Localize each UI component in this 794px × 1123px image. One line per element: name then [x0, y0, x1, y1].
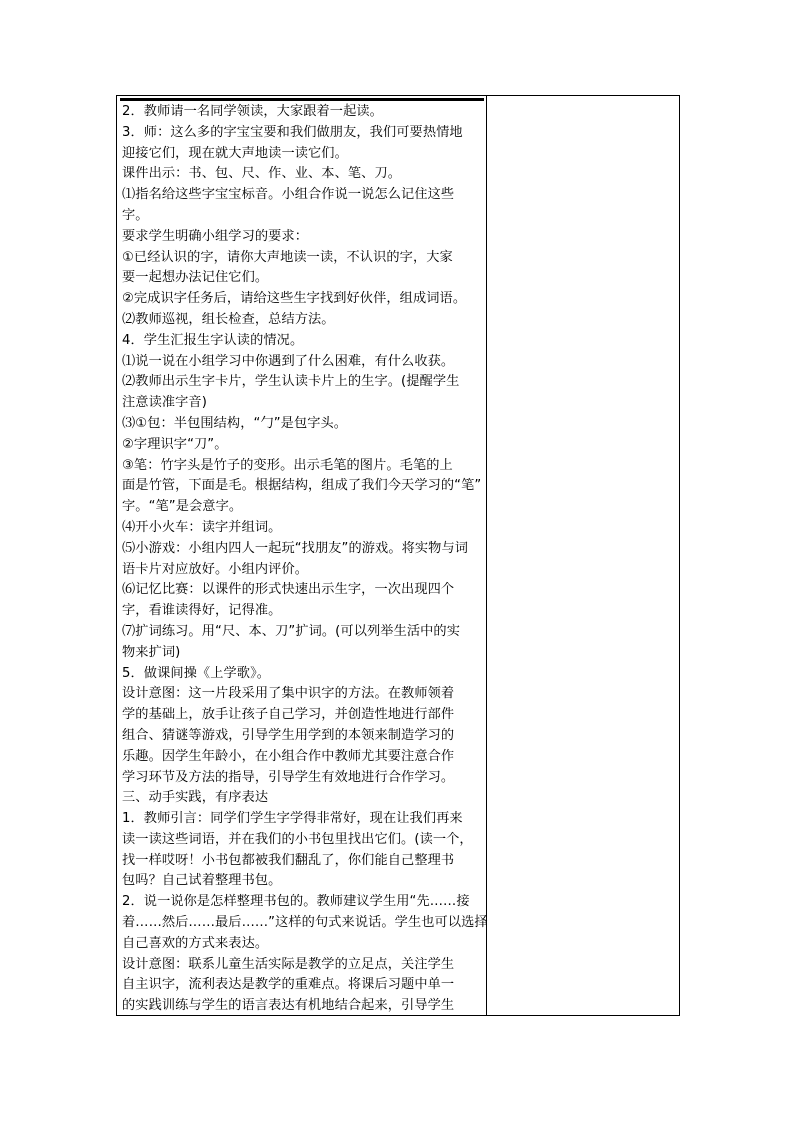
text-line: ⑵教师出示生字卡片，学生认读卡片上的生字。(提醒学生	[122, 374, 460, 390]
text-line: 字，看谁读得好，记得准。	[122, 603, 282, 619]
text-line: 设计意图：联系儿童生活实际是教学的立足点，关注学生	[122, 956, 455, 972]
text-line: 2．教师请一名同学领读，大家跟着一起读。	[122, 104, 383, 119]
text-line: ⑷开小火车：读字并组词。	[122, 519, 282, 535]
text-line: 注意读准字音)	[122, 395, 207, 411]
text-line: ②完成识字任务后，请给这些生字找到好伙伴，组成词语。	[122, 291, 467, 307]
text-line: 自主识字，流利表达是教学的重难点。将课后习题中单一	[122, 977, 455, 993]
text-line: 1．教师引言：同学们学生字学得非常好，现在让我们再来	[122, 811, 463, 827]
text-line: 组合、猜谜等游戏，引导学生用学到的本领来制造学习的	[122, 727, 455, 743]
text-line: 课件出示：书、包、尺、作、业、本、笔、刀。	[122, 166, 402, 182]
text-line: 三、动手实践，有序表达	[122, 790, 269, 806]
text-line: ②字理识字“刀”。	[122, 436, 228, 452]
text-line: 设计意图：这一片段采用了集中识字的方法。在教师领着	[122, 686, 455, 702]
top-rule	[120, 98, 484, 101]
text-line: 5．做课间操《上学歌》。	[122, 665, 271, 681]
text-line: 要一起想办法记住它们。	[122, 270, 269, 286]
text-line: ⑴说一说在小组学习中你遇到了什么困难，有什么收获。	[122, 353, 455, 369]
text-line: 乐趣。因学生年龄小，在小组合作中教师尤其要注意合作	[122, 748, 455, 764]
text-line: ⑶①包：半包围结构，“勹”是包字头。	[122, 415, 348, 431]
text-line: ⑸小游戏：小组内四人一起玩“找朋友”的游戏。将实物与词	[122, 540, 469, 556]
text-line: 2．说一说你是怎样整理书包的。教师建议学生用“先……接	[122, 894, 470, 910]
text-line: ⑵教师巡视，组长检查，总结方法。	[122, 311, 335, 327]
notes-cell	[487, 96, 679, 1015]
lesson-plan-table	[116, 95, 680, 1016]
text-line: 着……然后……最后……”这样的句式来说话。学生也可以选择	[122, 915, 488, 931]
text-line: ⑺扩词练习。用“尺、本、刀”扩词。(可以列举生活中的实	[122, 623, 461, 639]
text-line: ⑹记忆比赛：以课件的形式快速出示生字，一次出现四个	[122, 582, 455, 598]
lesson-content-cell	[122, 102, 488, 1017]
text-line: 学习环节及方法的指导，引导学生有效地进行合作学习。	[122, 769, 455, 785]
text-line: 的实践训练与学生的语言表达有机地结合起来，引导学生	[122, 998, 455, 1014]
text-line: 迎接它们，现在就大声地读一读它们。	[122, 145, 348, 161]
text-line: 包吗？自己试着整理书包。	[122, 873, 282, 889]
text-line: ①已经认识的字，请你大声地读一读，不认识的字，大家	[122, 249, 453, 265]
text-line: 字。	[122, 207, 149, 223]
text-line: 学的基础上，放手让孩子自己学习，并创造性地进行部件	[122, 707, 455, 723]
text-line: 读一读这些词语，并在我们的小书包里找出它们。(读一个，	[122, 831, 473, 847]
text-line: 要求学生明确小组学习的要求：	[122, 228, 309, 244]
text-line: 物来扩词)	[122, 644, 181, 660]
text-line: 4．学生汇报生字认读的情况。	[122, 332, 304, 348]
text-line: ⑴指名给这些字宝宝标音。小组合作说一说怎么记住这些	[122, 187, 455, 203]
text-line: 找一样哎呀！小书包都被我们翻乱了，你们能自己整理书	[122, 852, 455, 868]
text-line: 面是竹管，下面是毛。根据结构，组成了我们今天学习的“笔”	[122, 478, 482, 494]
text-line: 语卡片对应放好。小组内评价。	[122, 561, 309, 577]
text-line: 字。“笔”是会意字。	[122, 499, 243, 515]
text-line: ③笔：竹字头是竹子的变形。出示毛笔的图片。毛笔的上	[122, 457, 453, 473]
text-line: 自己喜欢的方式来表达。	[122, 935, 269, 951]
text-line: 3．师：这么多的字宝宝要和我们做朋友，我们可要热情地	[122, 124, 463, 140]
